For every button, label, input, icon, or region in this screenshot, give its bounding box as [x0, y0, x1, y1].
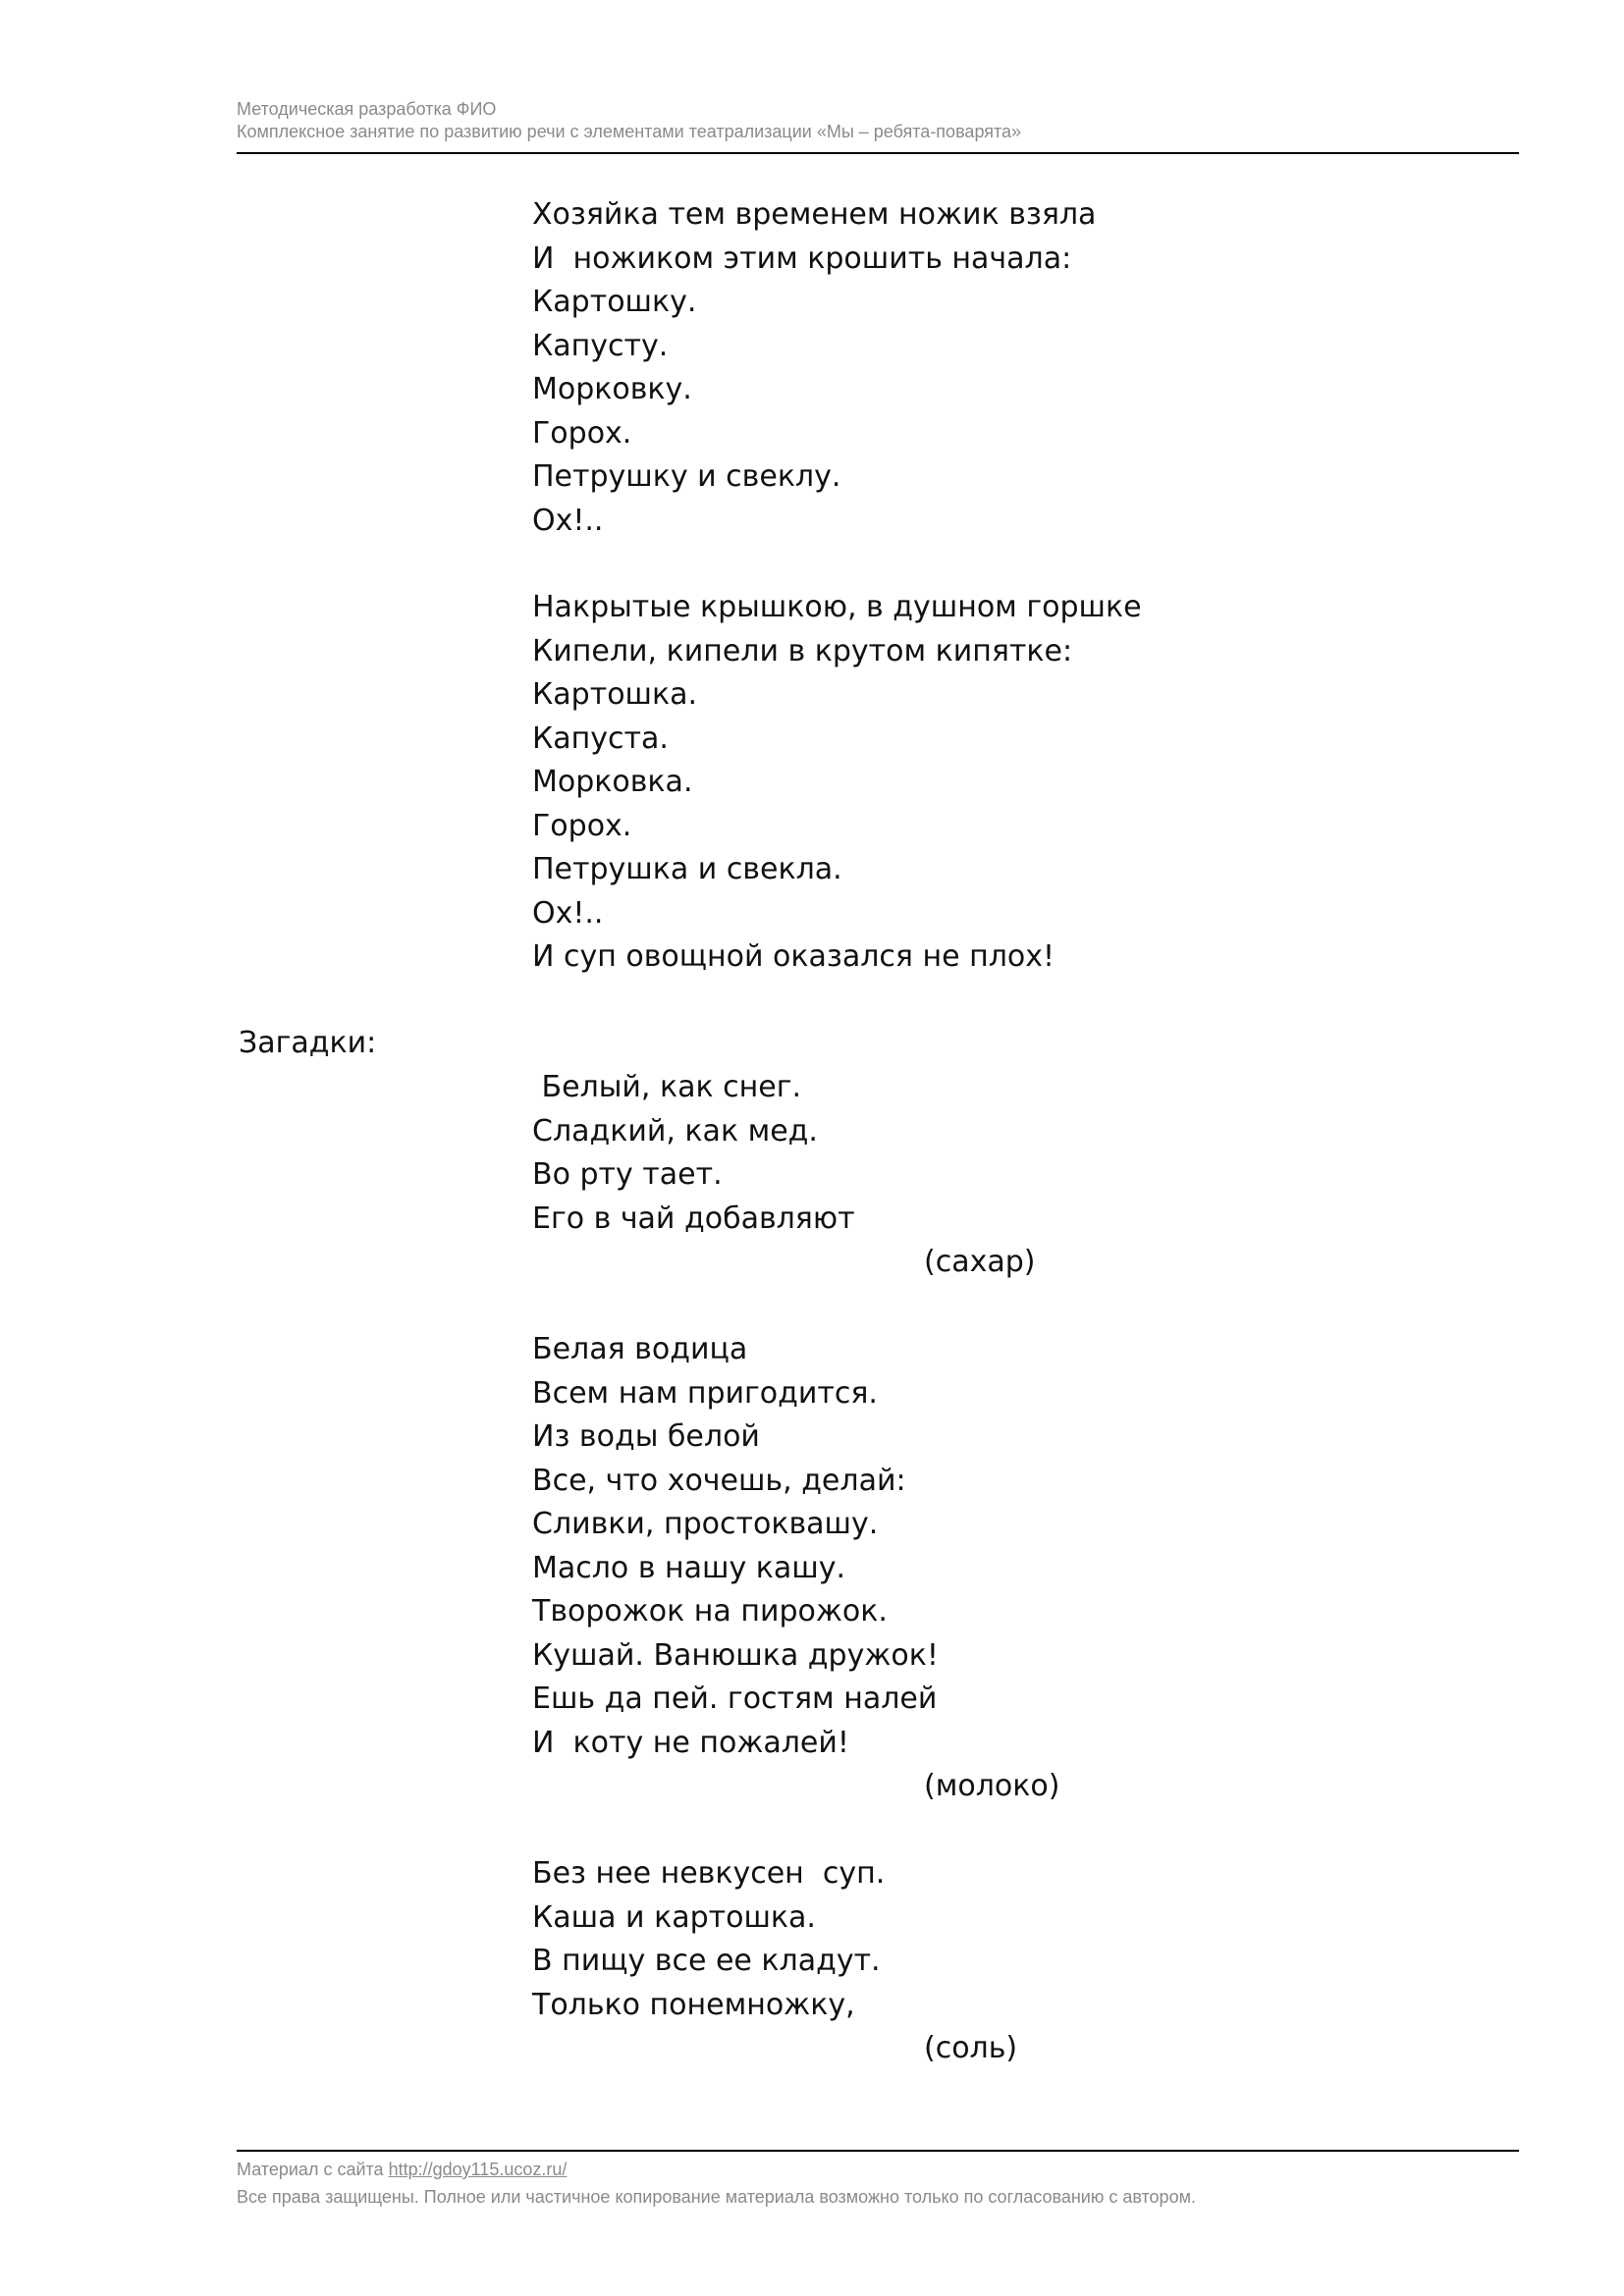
verse-line: Ох!..	[532, 895, 604, 931]
riddle-3	[532, 1852, 885, 2027]
verse-line: Петрушку и свеклу.	[532, 459, 841, 494]
verse-line: Хозяйка тем временем ножик взяла	[532, 197, 1097, 232]
verse-line: Картошку.	[532, 285, 697, 319]
riddle-line: Масло в нашу кашу.	[532, 1550, 846, 1585]
riddle-line: Белая водица	[532, 1332, 748, 1366]
footer-site-link[interactable]: http://gdoy115.ucoz.ru/	[388, 2160, 568, 2179]
verse-line: И ножиком этим крошить начала:	[532, 240, 1072, 276]
riddle-line: В пищу все ее кладут.	[532, 1944, 881, 1978]
verse-line: Кипели, кипели в крутом кипятке:	[532, 633, 1073, 668]
verse-line: И суп овощной оказался не плох!	[532, 939, 1056, 974]
verse-line: Капусту.	[532, 328, 669, 363]
riddle-line: Сладкий, как мед.	[532, 1113, 818, 1148]
riddle-line: Кушай. Ванюшка дружок!	[532, 1637, 939, 1673]
footer-source	[237, 2156, 1519, 2183]
page-header	[237, 98, 1519, 143]
riddle-1	[532, 1066, 855, 1241]
footer-rule	[237, 2150, 1519, 2152]
riddle-line: Белый, как снег.	[532, 1070, 802, 1104]
riddle-3-answer: (соль)	[924, 2031, 1018, 2065]
riddle-line: Без нее невкусен суп.	[532, 1856, 886, 1891]
header-author: Методическая разработка ФИО	[237, 99, 497, 119]
verse-line: Горох.	[532, 808, 632, 843]
riddle-line: И коту не пожалей!	[532, 1725, 849, 1760]
footer-copyright: Все права защищены. Полное или частичное копирование материала возможно только по согласованию с автором.	[237, 2187, 1196, 2207]
verse-line: Морковка.	[532, 765, 693, 799]
verse-line: Картошка.	[532, 677, 698, 712]
poem-stanza-2	[532, 586, 1142, 980]
verse-line: Капуста.	[532, 721, 669, 756]
header-subtitle: Комплексное занятие по развитию речи с элементами театрализации «Мы – ребята-поварята»	[237, 122, 1022, 141]
riddle-2	[532, 1328, 939, 1765]
riddle-line: Только понемножку,	[532, 1987, 855, 2022]
riddle-2-answer: (молоко)	[924, 1769, 1060, 1803]
poem-stanza-1	[532, 193, 1096, 543]
verse-line: Петрушка и свекла.	[532, 852, 842, 886]
verse-line: Накрытые крышкою, в душном горшке	[532, 590, 1142, 624]
verse-line: Горох.	[532, 415, 632, 451]
riddle-line: Все, что хочешь, делай:	[532, 1463, 906, 1498]
page-footer	[237, 2156, 1519, 2211]
riddle-line: Ешь да пей. гостям налей	[532, 1682, 938, 1716]
riddle-line: Во рту тает.	[532, 1157, 723, 1192]
riddle-line: Всем нам пригодится.	[532, 1375, 878, 1411]
riddle-line: Его в чай добавляют	[532, 1201, 855, 1236]
riddle-line: Из воды белой	[532, 1419, 760, 1454]
riddle-line: Каша и картошка.	[532, 1899, 816, 1935]
header-rule	[237, 152, 1519, 154]
footer-source-prefix: Материал с сайта	[237, 2160, 389, 2179]
verse-line: Ох!..	[532, 503, 604, 538]
riddle-1-answer: (сахар)	[924, 1245, 1036, 1279]
riddle-line: Сливки, простоквашу.	[532, 1507, 879, 1541]
riddle-line: Творожок на пирожок.	[532, 1594, 888, 1629]
riddles-label: Загадки:	[239, 1026, 377, 1060]
verse-line: Морковку.	[532, 372, 692, 406]
